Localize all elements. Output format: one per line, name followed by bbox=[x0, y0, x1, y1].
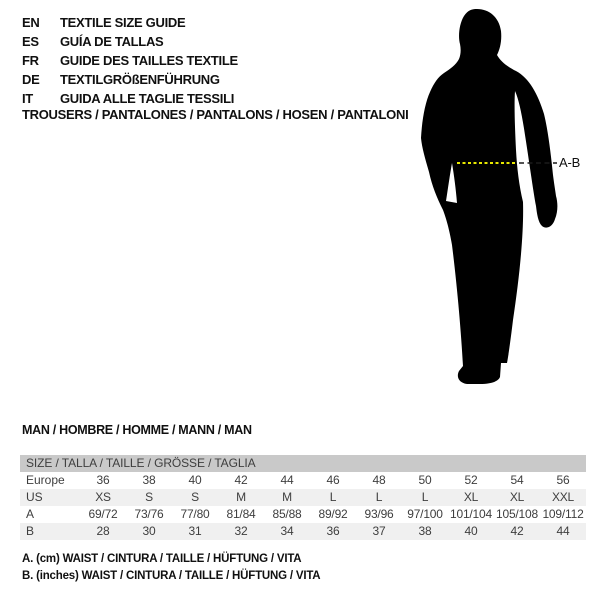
language-code: ES bbox=[22, 34, 39, 49]
language-row-es bbox=[22, 32, 238, 51]
table-cell: 28 bbox=[96, 524, 110, 538]
man-silhouette-figure bbox=[405, 0, 580, 400]
table-cell: XXL bbox=[551, 490, 575, 504]
table-cell: 105/108 bbox=[496, 507, 538, 521]
language-row-de bbox=[22, 70, 238, 89]
row-label: Europe bbox=[26, 473, 65, 487]
language-row-en bbox=[22, 13, 238, 32]
table-cell: 32 bbox=[234, 524, 248, 538]
row-label: B bbox=[26, 524, 35, 538]
table-cell: S bbox=[191, 490, 199, 504]
table-cell: L bbox=[375, 490, 383, 504]
table-cell: 109/112 bbox=[542, 507, 584, 521]
table-cell: 42 bbox=[234, 473, 248, 487]
table-cell: 48 bbox=[372, 473, 386, 487]
language-label: TEXTILGRÖßENFÜHRUNG bbox=[60, 72, 220, 87]
table-cell: 69/72 bbox=[88, 507, 118, 521]
row-label: A bbox=[26, 507, 35, 521]
size-table bbox=[20, 455, 586, 540]
table-cell: 42 bbox=[510, 524, 524, 538]
table-cell: 54 bbox=[510, 473, 524, 487]
table-cell: 44 bbox=[280, 473, 294, 487]
table-row-a-cm bbox=[20, 506, 586, 523]
language-row-fr bbox=[22, 51, 238, 70]
table-cell: XL bbox=[463, 490, 479, 504]
table-cell: 73/76 bbox=[134, 507, 164, 521]
language-code: FR bbox=[22, 53, 39, 68]
table-cell: 77/80 bbox=[180, 507, 210, 521]
table-cell: 81/84 bbox=[226, 507, 256, 521]
language-code: EN bbox=[22, 15, 40, 30]
table-cell: M bbox=[282, 490, 292, 504]
language-code: IT bbox=[22, 91, 33, 106]
size-table-header: SIZE / TALLA / TAILLE / GRÖSSE / TAGLIA bbox=[20, 455, 586, 472]
table-cell: 40 bbox=[188, 473, 202, 487]
table-cell: L bbox=[421, 490, 429, 504]
footnotes bbox=[22, 551, 320, 585]
table-row-europe bbox=[20, 472, 586, 489]
table-cell: 38 bbox=[142, 473, 156, 487]
table-cell: 34 bbox=[280, 524, 294, 538]
table-cell: 52 bbox=[464, 473, 478, 487]
table-cell: 36 bbox=[96, 473, 110, 487]
table-cell: 40 bbox=[464, 524, 478, 538]
language-guide-list bbox=[22, 13, 238, 108]
table-cell: M bbox=[236, 490, 246, 504]
table-cell: 31 bbox=[188, 524, 202, 538]
language-label: GUIDE DES TAILLES TEXTILE bbox=[60, 53, 238, 68]
language-label: GUÍA DE TALLAS bbox=[60, 34, 164, 49]
table-cell: 101/104 bbox=[450, 507, 492, 521]
category-heading: TROUSERS / PANTALONES / PANTALONS / HOSEN / PANTALONI bbox=[22, 107, 409, 122]
table-row-us bbox=[20, 489, 586, 506]
table-cell: 36 bbox=[326, 524, 340, 538]
gender-heading: MAN / HOMBRE / HOMME / MANN / MAN bbox=[22, 423, 252, 437]
table-cell: 38 bbox=[418, 524, 432, 538]
table-cell: L bbox=[329, 490, 337, 504]
language-label: TEXTILE SIZE GUIDE bbox=[60, 15, 186, 30]
table-cell: 30 bbox=[142, 524, 156, 538]
table-cell: 46 bbox=[326, 473, 340, 487]
table-row-b-inches bbox=[20, 523, 586, 540]
table-cell: 85/88 bbox=[272, 507, 302, 521]
table-cell: 97/100 bbox=[407, 507, 443, 521]
table-cell: 93/96 bbox=[364, 507, 394, 521]
table-cell: 44 bbox=[556, 524, 570, 538]
table-cell: S bbox=[145, 490, 153, 504]
table-cell: XS bbox=[95, 490, 111, 504]
footnote-a: A. (cm) WAIST / CINTURA / TAILLE / HÜFTUNG / VITA bbox=[22, 553, 302, 565]
table-cell: 56 bbox=[556, 473, 570, 487]
table-cell: 50 bbox=[418, 473, 432, 487]
row-label: US bbox=[26, 490, 43, 504]
footnote-b: B. (inches) WAIST / CINTURA / TAILLE / HÜFTUNG / VITA bbox=[22, 570, 321, 582]
table-cell: 37 bbox=[372, 524, 386, 538]
table-cell: 89/92 bbox=[318, 507, 348, 521]
table-cell: XL bbox=[509, 490, 525, 504]
man-silhouette bbox=[421, 9, 557, 384]
language-label: GUIDA ALLE TAGLIE TESSILI bbox=[60, 91, 235, 106]
waist-measure-label: A-B bbox=[559, 155, 581, 170]
language-code: DE bbox=[22, 72, 40, 87]
